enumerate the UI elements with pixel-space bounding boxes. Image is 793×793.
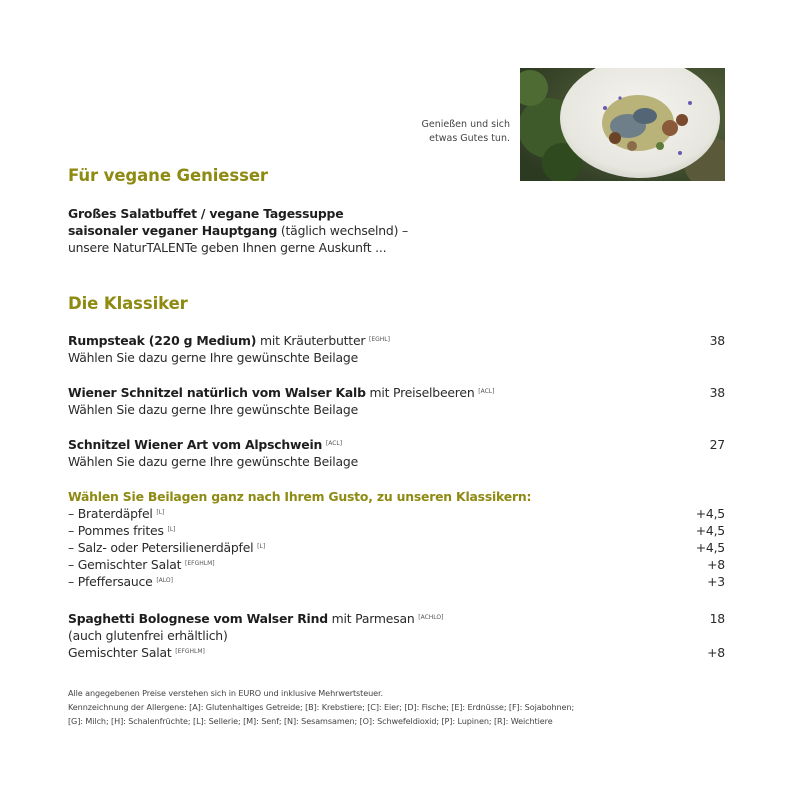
side-name: – Salz- oder Petersilienerdäpfel bbox=[68, 540, 258, 555]
item-name: Rumpsteak (220 g Medium) bbox=[68, 333, 257, 348]
vegan-line bbox=[68, 222, 725, 239]
side-item bbox=[68, 556, 725, 573]
item-price: 27 bbox=[709, 437, 725, 452]
item-subline: Wählen Sie dazu gerne Ihre gewünschte Beilage bbox=[68, 454, 359, 469]
side-price: +4,5 bbox=[695, 540, 725, 555]
vegan-line: unsere NaturTALENTe geben Ihnen gerne Auskunft ... bbox=[68, 240, 387, 255]
item-subline: Wählen Sie dazu gerne Ihre gewünschte Beilage bbox=[68, 402, 359, 417]
photo-caption bbox=[370, 118, 510, 146]
side-item bbox=[68, 522, 725, 539]
item-subline: (auch glutenfrei erhältlich) bbox=[68, 628, 228, 643]
side-item bbox=[68, 539, 725, 556]
footer-allergens: Kennzeichnung der Allergene: [A]: Glutenhaltiges Getreide; [B]: Krebstiere; [C]: Eier; [D]: Fische; [E]: Erdnüsse; [F]: Sojabohnen; bbox=[68, 702, 575, 712]
footer-note: Alle angegebenen Preise verstehen sich in EURO und inklusive Mehrwertsteuer. bbox=[68, 688, 383, 698]
side-item bbox=[68, 644, 725, 661]
side-name: – Gemischter Salat bbox=[68, 557, 185, 572]
vegan-item-name: Großes Salatbuffet / vegane Tagessuppe bbox=[68, 206, 344, 221]
side-price: +8 bbox=[707, 557, 725, 572]
side-item bbox=[68, 573, 725, 590]
item-desc: mit Kräuterbutter bbox=[256, 333, 370, 348]
side-price: +3 bbox=[707, 574, 725, 589]
item-price: 38 bbox=[709, 385, 725, 400]
menu-item bbox=[68, 384, 725, 401]
side-name: Gemischter Salat bbox=[68, 645, 176, 660]
side-price: +4,5 bbox=[695, 523, 725, 538]
allergen-codes: [ALO] bbox=[156, 577, 173, 584]
side-name: – Braterdäpfel bbox=[68, 506, 157, 521]
item-desc: mit Preiselbeeren bbox=[365, 385, 479, 400]
sides-heading: Wählen Sie Beilagen ganz nach Ihrem Gusto, zu unseren Klassikern: bbox=[68, 489, 532, 504]
menu-item bbox=[68, 436, 725, 453]
vegan-item-desc: (täglich wechselnd) – bbox=[277, 223, 408, 238]
food-photo bbox=[520, 68, 725, 181]
allergen-codes: [EFGHLM] bbox=[185, 560, 215, 567]
footer-allergens: [G]: Milch; [H]: Schalenfrüchte; [L]: Sellerie; [M]: Senf; [N]: Sesamsamen; [O]: Schwefeldioxid; [P]: Lupinen; [R]: Weichtiere bbox=[68, 716, 553, 726]
allergen-codes: [L] bbox=[257, 543, 266, 550]
vegan-item-name: saisonaler veganer Hauptgang bbox=[68, 223, 278, 238]
side-item bbox=[68, 505, 725, 522]
vegan-line bbox=[68, 205, 725, 222]
side-price: +4,5 bbox=[695, 506, 725, 521]
allergen-codes: [EGHL] bbox=[369, 336, 390, 343]
item-name: Schnitzel Wiener Art vom Alpschwein bbox=[68, 437, 323, 452]
item-price: 18 bbox=[709, 611, 725, 626]
section-heading-vegan: Für vegane Geniesser bbox=[68, 166, 268, 185]
item-subline: Wählen Sie dazu gerne Ihre gewünschte Beilage bbox=[68, 350, 359, 365]
allergen-codes: [ACL] bbox=[325, 440, 343, 447]
section-heading-classics: Die Klassiker bbox=[68, 294, 188, 313]
menu-item bbox=[68, 610, 725, 627]
item-name: Spaghetti Bolognese vom Walser Rind bbox=[68, 611, 328, 626]
item-desc: mit Parmesan bbox=[327, 611, 419, 626]
caption-line: Genießen und sich bbox=[421, 119, 510, 130]
caption-line: etwas Gutes tun. bbox=[429, 133, 510, 144]
allergen-codes: [ACHLO] bbox=[418, 614, 444, 621]
allergen-codes: [ACL] bbox=[478, 388, 495, 395]
side-name: – Pommes frites bbox=[68, 523, 168, 538]
item-price: 38 bbox=[709, 333, 725, 348]
side-name: – Pfeffersauce bbox=[68, 574, 157, 589]
allergen-codes: [L] bbox=[167, 526, 176, 533]
allergen-codes: [L] bbox=[156, 509, 165, 516]
allergen-codes: [EFGHLM] bbox=[175, 648, 205, 655]
item-name: Wiener Schnitzel natürlich vom Walser Kalb bbox=[68, 385, 366, 400]
menu-item bbox=[68, 332, 725, 349]
side-price: +8 bbox=[707, 645, 725, 660]
